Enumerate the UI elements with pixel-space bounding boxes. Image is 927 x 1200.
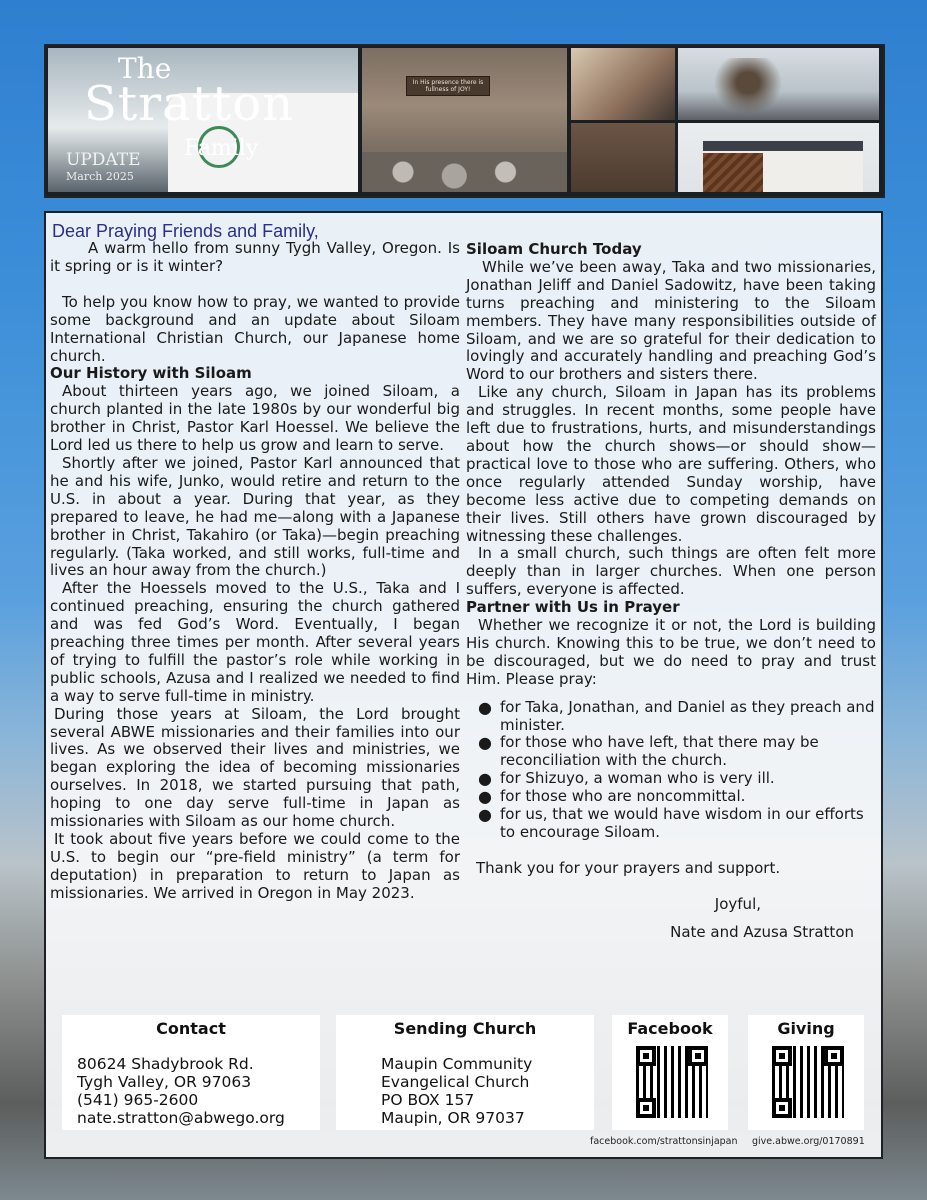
giving-url[interactable]: give.abwe.org/0170891 — [752, 1136, 865, 1147]
title-the: The — [118, 52, 172, 85]
history-paragraph: Shortly after we joined, Pastor Karl announced that he and his wife, Junko, would retire and return to the U.S. in about a year. During that year, as they prepared to leave, he had me—along with a Japanese brother in Christ, Takahiro (or Taka)—begin preaching regularly. (Taka worked, and still works, full-time and lives an hour away from the church.) — [50, 453, 460, 580]
history-paragraph: It took about five years before we could come to the U.S. to begin our “pre-field ministry” (a term for deputation) in preparation to return to Japan as missionaries. We arrived in Oregon in May 2023. — [50, 830, 460, 902]
church-line: PO BOX 157 — [381, 1091, 475, 1109]
wooden-sign: In His presence there is fullness of JOY! — [406, 76, 490, 96]
right-column — [466, 241, 876, 942]
contact-heading: Contact — [156, 1019, 226, 1038]
closing: Joyful, — [714, 894, 761, 913]
history-paragraph: After the Hoessels moved to the U.S., Taka and I continued preaching, ensuring the church gathered and was fed God’s Word. Eventually, I began preaching three times per month. After several years of trying to fulfill the pastor’s role while working in public schools, Azusa and I realized we needed to find a way to serve full-time in ministry. — [50, 579, 460, 705]
prayer-item: ● for us, that we would have wisdom in our efforts to encourage Siloam. — [478, 806, 876, 842]
facebook-heading: Facebook — [627, 1019, 713, 1038]
today-paragraph: In a small church, such things are often felt more deeply than in larger churches. When one person suffers, everyone is affected. — [466, 544, 876, 599]
intro-paragraph: To help you know how to pray, we wanted to provide some background and an update about Siloam International Christian Church, our Japanese home church. — [50, 292, 460, 365]
title-stratton: Stratton — [84, 76, 295, 132]
tree-photo — [678, 48, 879, 120]
facebook-qr-code[interactable] — [636, 1046, 708, 1118]
email-link[interactable]: nate.stratton@abwego.org — [77, 1109, 285, 1127]
facebook-url[interactable]: facebook.com/strattonsinjapan — [590, 1136, 738, 1147]
address-line: 80624 Shadybrook Rd. — [77, 1055, 254, 1073]
history-paragraph: About thirteen years ago, we joined Siloam, a church planted in the late 1980s by our wonderful big brother in Christ, Pastor Karl Hoessel. We believe the Lord led us there to help us grow and learn to serve. — [50, 382, 460, 455]
facebook-box — [612, 1015, 728, 1130]
church-line: Maupin Community — [381, 1055, 533, 1073]
prayer-item: ● for those who are noncommittal. — [478, 788, 876, 806]
church-line: Evangelical Church — [381, 1073, 530, 1091]
today-paragraph: While we’ve been away, Taka and two missionaries, Jonathan Jeliff and Daniel Sadowitz, have been taking turns preaching and ministering to the Siloam members. They have many responsibilities outside of Siloam, and we are so grateful for their dedication to lovingly and accurately handling and preaching God’s Word to our brothers and sisters there. — [466, 257, 876, 384]
section-heading: Our History with Siloam — [50, 364, 252, 383]
phone-number[interactable]: (541) 965-2600 — [77, 1091, 199, 1109]
giving-qr-code[interactable] — [772, 1046, 844, 1118]
partner-paragraph: Whether we recognize it or not, the Lord is building His church. Knowing this to be true, we don’t need to be discouraged, but we do need to pray and trust Him. Please pray: — [466, 616, 876, 688]
history-paragraph: During those years at Siloam, the Lord brought several ABWE missionaries and their families into our lives. As we observed their lives and ministries, we began exploring the idea of becoming missionaries ourselves. In 2018, we started pursuing that path, hoping to one day serve full-time in Japan as missionaries with Siloam as our home church. — [50, 704, 460, 831]
prayer-item: ● for Taka, Jonathan, and Daniel as they preach and minister. — [478, 699, 876, 735]
header-banner — [44, 44, 885, 198]
prayer-list — [466, 699, 876, 842]
title-update: UPDATE — [66, 150, 141, 170]
left-column — [50, 240, 460, 903]
prayer-item: ● for those who have left, that there may be reconciliation with the church. — [478, 734, 876, 770]
section-heading: Siloam Church Today — [466, 240, 642, 258]
thanks-line: Thank you for your prayers and support. — [476, 858, 781, 877]
greeting: Dear Praying Friends and Family, — [52, 221, 319, 241]
today-paragraph: Like any church, Siloam in Japan has its problems and struggles. In recent months, some people have left due to frustrations, hurts, and misunderstandings about how the church shows—or should show—practical love to those who are suffering. Others, who once regularly attended Sunday worship, have become less active due to competing demands on their lives. Still others have grown discouraged by witnessing these challenges. — [466, 383, 876, 545]
sign-photo — [362, 48, 567, 192]
reading-photo — [571, 48, 675, 120]
shed-photo — [571, 123, 675, 192]
signature: Nate and Azusa Stratton — [670, 922, 854, 941]
house-photo — [678, 123, 879, 192]
contact-box — [62, 1015, 320, 1130]
prayer-item: ● for Shizuyo, a woman who is very ill. — [478, 770, 876, 788]
title-family: Family — [184, 136, 259, 161]
giving-heading: Giving — [777, 1019, 835, 1038]
issue-date: March 2025 — [66, 170, 134, 183]
address-line: Tygh Valley, OR 97063 — [77, 1073, 252, 1091]
sending-church-box — [336, 1015, 594, 1130]
church-heading: Sending Church — [393, 1019, 537, 1038]
giving-box — [748, 1015, 864, 1130]
church-line: Maupin, OR 97037 — [381, 1109, 525, 1127]
intro-paragraph: A warm hello from sunny Tygh Valley, Oregon. Is it spring or is it winter? — [50, 239, 460, 275]
section-heading: Partner with Us in Prayer — [466, 598, 680, 617]
